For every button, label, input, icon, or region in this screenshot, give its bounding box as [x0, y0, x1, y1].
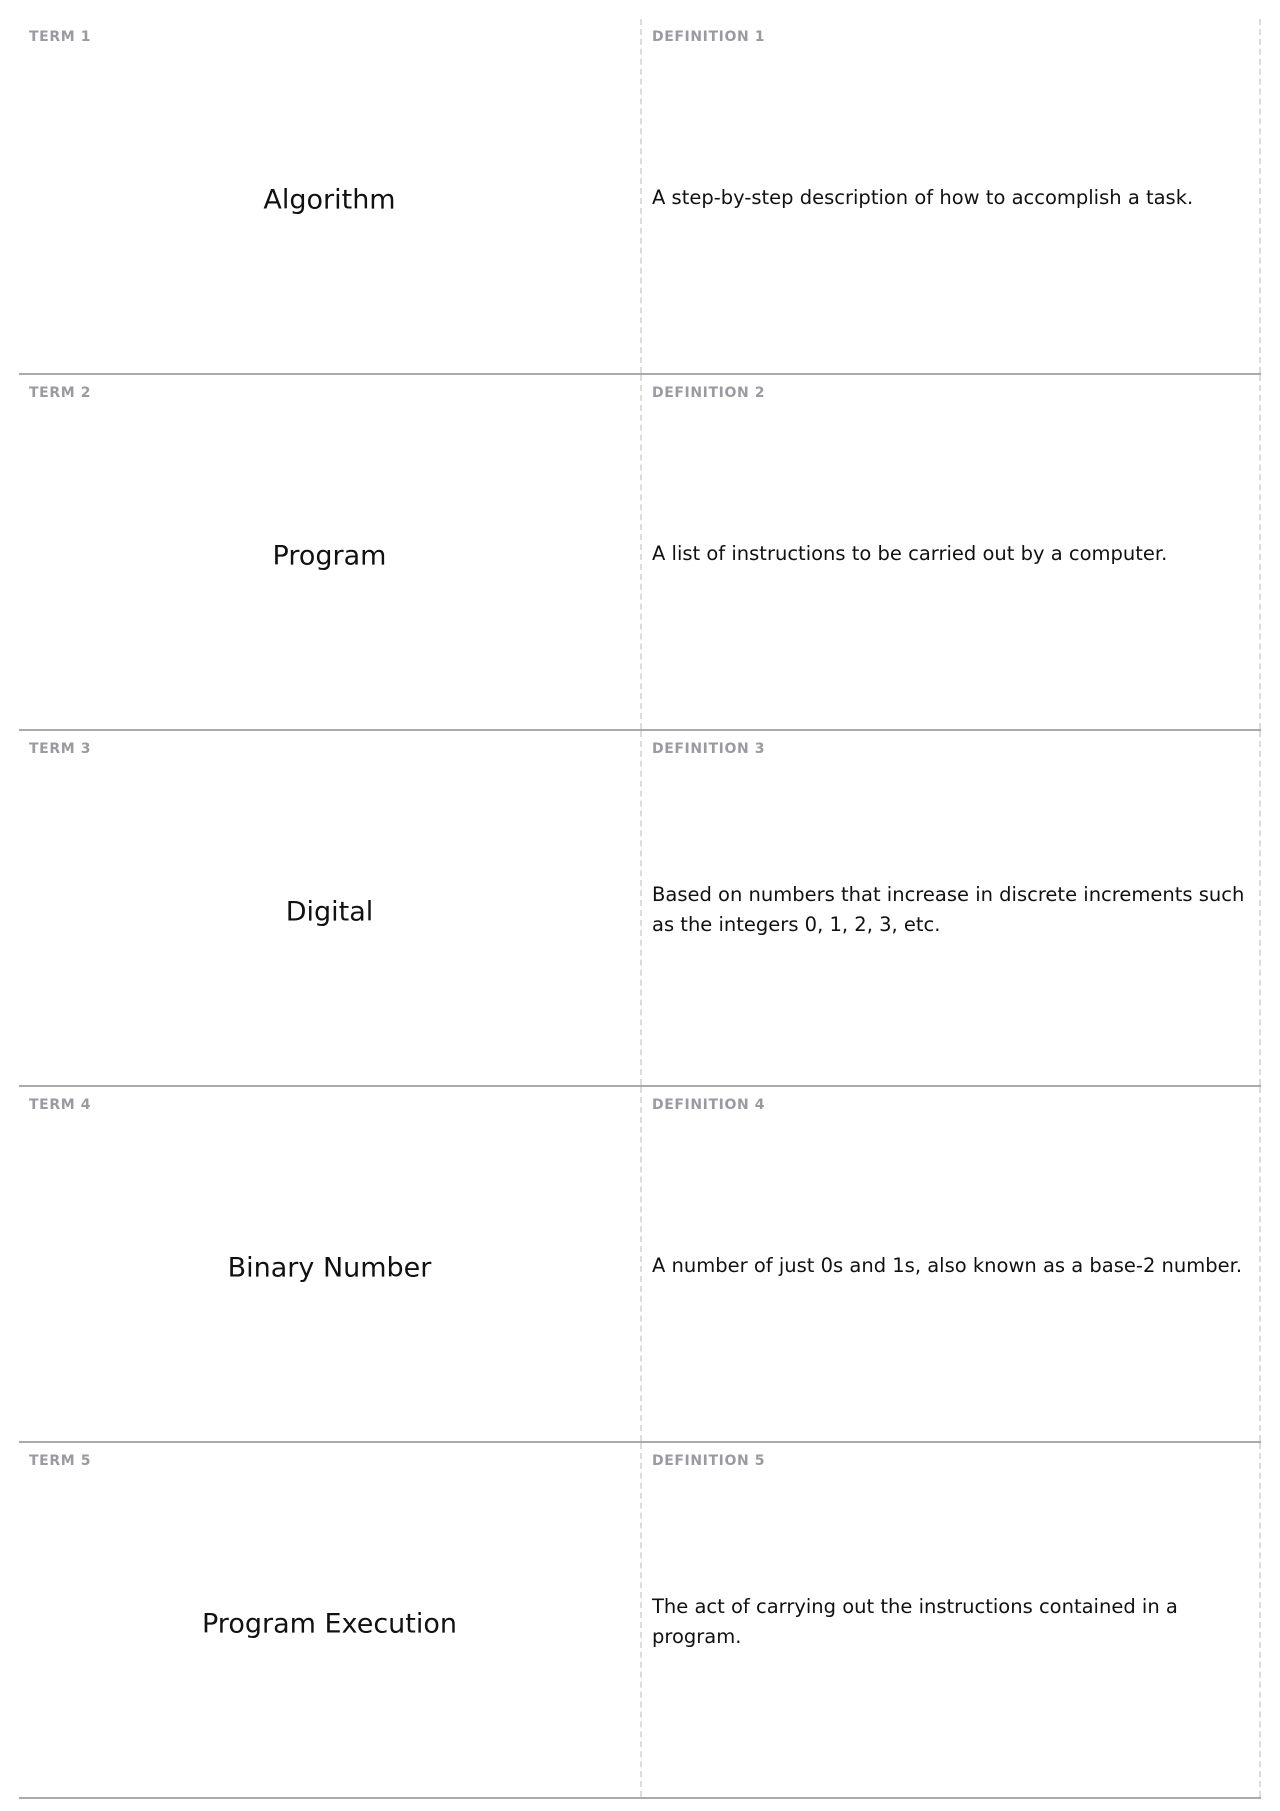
term-cell — [19, 1443, 642, 1797]
definition-cell — [642, 1087, 1261, 1441]
definition-text: A number of just 0s and 1s, also known as a base-2 number. — [652, 1254, 1243, 1277]
term-label: TERM 3 — [29, 741, 92, 757]
flashcard-row — [19, 1443, 1261, 1799]
definition-cell — [642, 731, 1261, 1085]
term-label: TERM 5 — [29, 1453, 92, 1469]
definition-label: DEFINITION 4 — [652, 1097, 766, 1113]
flashcard-row — [19, 375, 1261, 731]
definition-text: The act of carrying out the instructions contained in a program. — [652, 1595, 1178, 1648]
definition-label: DEFINITION 5 — [652, 1453, 766, 1469]
term-text: Binary Number — [227, 1252, 432, 1284]
term-text: Digital — [285, 896, 374, 928]
term-cell — [19, 19, 642, 373]
definition-text: A step-by-step description of how to accomplish a task. — [652, 186, 1194, 209]
definition-text: A list of instructions to be carried out by a computer. — [652, 542, 1168, 565]
definition-cell — [642, 375, 1261, 729]
definition-text: Based on numbers that increase in discrete increments such as the integers 0, 1, 2, 3, etc. — [652, 883, 1245, 936]
definition-label: DEFINITION 3 — [652, 741, 766, 757]
term-label: TERM 1 — [29, 29, 92, 45]
term-text: Algorithm — [263, 184, 396, 216]
flashcard-row — [19, 1087, 1261, 1443]
term-cell — [19, 731, 642, 1085]
definition-label: DEFINITION 1 — [652, 29, 766, 45]
term-label: TERM 2 — [29, 385, 92, 401]
flashcard-row — [19, 731, 1261, 1087]
definition-label: DEFINITION 2 — [652, 385, 766, 401]
term-label: TERM 4 — [29, 1097, 92, 1113]
flashcard-sheet — [19, 19, 1261, 1799]
flashcard-row — [19, 19, 1261, 375]
term-cell — [19, 1087, 642, 1441]
definition-cell — [642, 19, 1261, 373]
definition-cell — [642, 1443, 1261, 1797]
term-cell — [19, 375, 642, 729]
term-text: Program — [272, 540, 387, 572]
term-text: Program Execution — [202, 1608, 457, 1640]
